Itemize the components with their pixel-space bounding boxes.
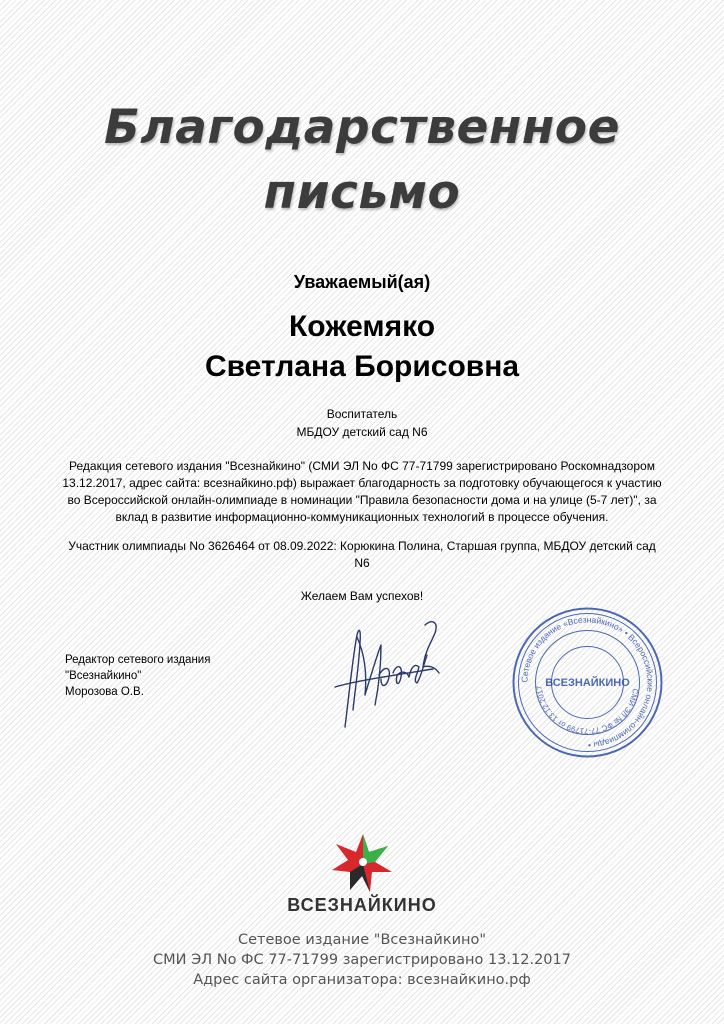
editor-title: Редактор сетевого издания xyxy=(65,654,211,666)
footer-registration: СМИ ЭЛ No ФС 77-71799 зарегистрировано 13.12.2017 xyxy=(153,952,571,968)
recipient-given-names: Светлана Борисовна xyxy=(204,350,520,383)
signature-image xyxy=(315,615,445,735)
recipient-surname: Кожемяко xyxy=(288,310,436,343)
brand-logo-icon xyxy=(328,832,398,894)
stamp-bottom-text: СМИ ЭЛ № ФС 77-71799 от 13.12.2017 xyxy=(534,685,641,736)
editor-publication: "Всезнайкино" xyxy=(65,670,142,682)
footer-publication: Сетевое издание "Всезнайкино" xyxy=(237,932,487,948)
title-line-2: письмо xyxy=(263,165,461,220)
greeting: Уважаемый(ая) xyxy=(293,272,431,292)
editor-name: Морозова О.В. xyxy=(65,686,144,698)
stamp-ring-text: Сетевое издание «Всезнайкино» • Всероссийские онлайн-олимпиады • xyxy=(519,614,656,751)
stamp-seal-image xyxy=(510,605,665,760)
brand-name: ВСЕЗНАЙКИНО xyxy=(287,895,437,915)
stamp-center-text: ВСЕЗНАЙКИНО xyxy=(545,677,630,689)
recipient-position: Воспитатель xyxy=(326,407,398,421)
footer-website: Адрес сайта организатора: всезнайкино.рф xyxy=(193,972,531,988)
recipient-organization: МБДОУ детский сад N6 xyxy=(296,425,428,439)
participant-paragraph: Участник олимпиады No 3626464 от 08.09.2022: Корюкина Полина, Старшая группа, МБДОУ детский сад N6 xyxy=(68,539,656,570)
body-paragraph: Редакция сетевого издания "Всезнайкино" (СМИ ЭЛ No ФС 77-71799 зарегистрировано Роскомнадзором 13.12.2017, адрес сайта: всезнайкино.рф) выражает благодарность за подготовку обучающегося к участию во Всероссийской онлайн-олимпиаде в номинации "Правила безопасности дома и на улице (5-7 лет)", за вклад в развитие информационно-коммуникационных технологий в процессе обучения. xyxy=(62,459,662,524)
title-line-1: Благодарственное xyxy=(104,100,620,155)
wish-text: Желаем Вам успехов! xyxy=(300,589,424,603)
